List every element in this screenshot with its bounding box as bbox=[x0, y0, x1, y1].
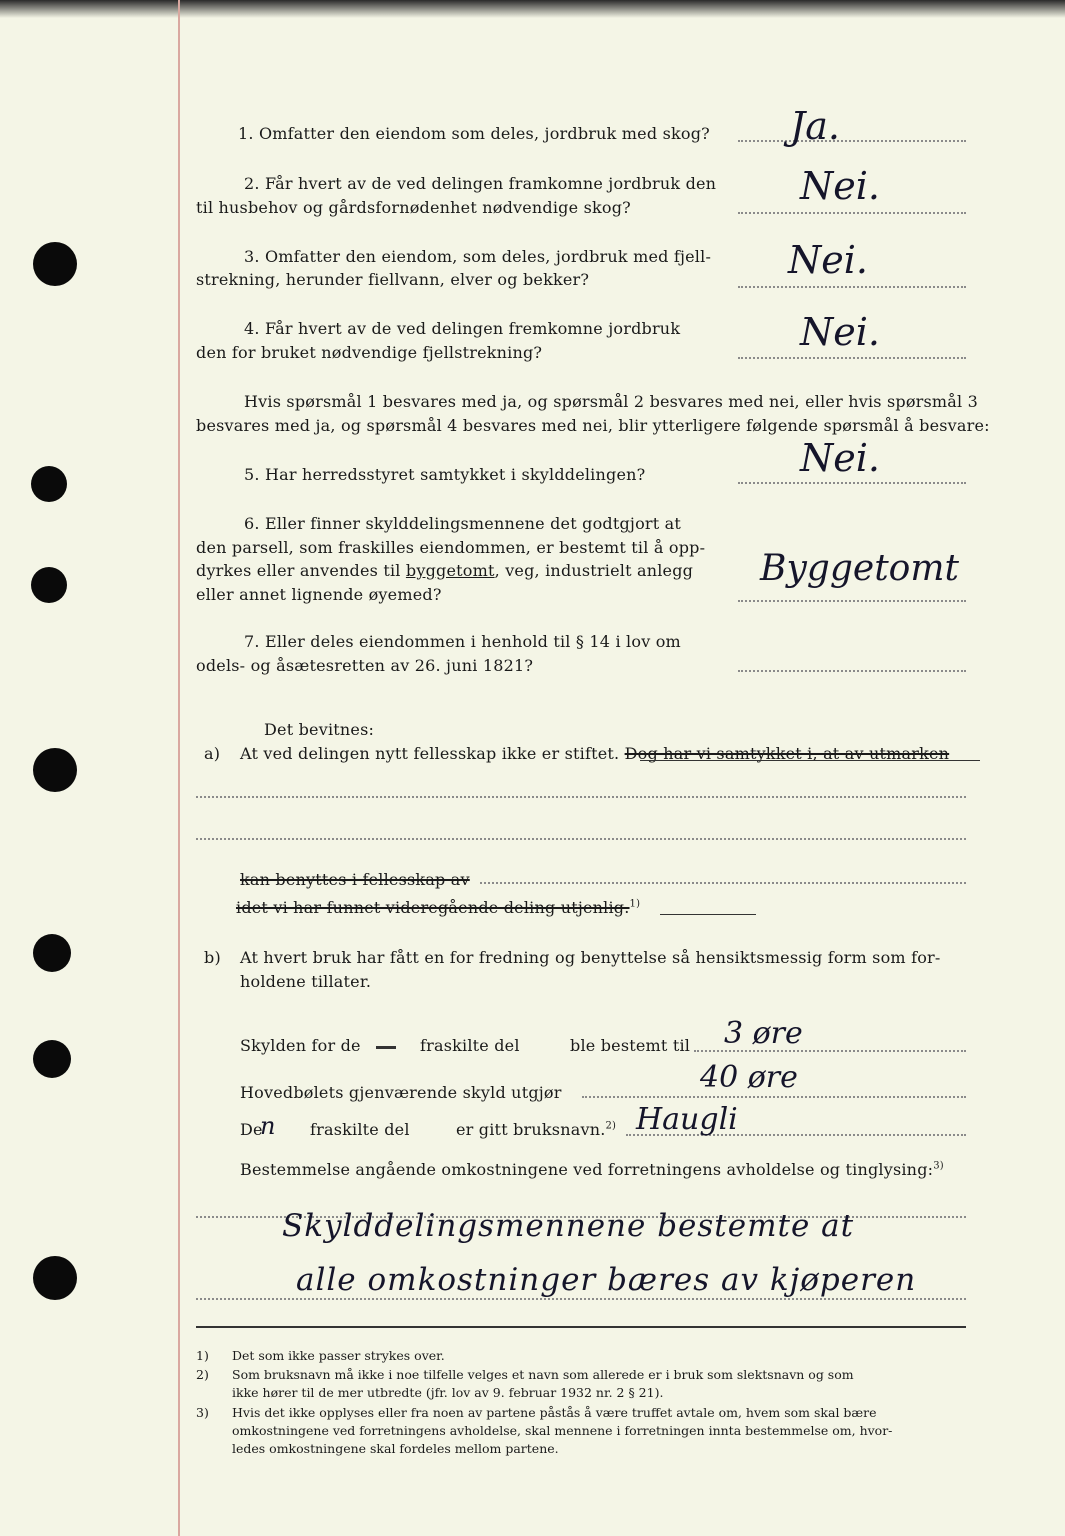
question-3-line2: strekning, herunder fiellvann, elver og bekker? bbox=[196, 270, 590, 289]
question-2-line1: 2. Får hvert av de ved delingen framkomne jordbruk den bbox=[244, 174, 717, 193]
margin-line bbox=[178, 0, 180, 1536]
struck-line-3 bbox=[236, 898, 640, 917]
answer-4: Nei. bbox=[800, 310, 880, 354]
hovedbol-answer: 40 øre bbox=[700, 1060, 798, 1095]
question-6-line3 bbox=[196, 561, 693, 580]
bruksnavn-answer: Haugli bbox=[636, 1102, 738, 1137]
punch-hole bbox=[31, 567, 67, 603]
strike-stroke bbox=[640, 760, 980, 761]
question-7-line1: 7. Eller deles eiendommen i henhold til § 14 i lov om bbox=[244, 632, 681, 651]
skyld-line2: Hovedbølets gjenværende skyld utgjør bbox=[240, 1083, 562, 1102]
skyld-line3-mark: n bbox=[260, 1112, 276, 1140]
footnote-ref-3: 3) bbox=[933, 1160, 944, 1172]
answer-5: Nei. bbox=[800, 436, 880, 480]
punch-hole bbox=[33, 934, 71, 972]
answer-line bbox=[738, 140, 966, 142]
item-a-label: a) bbox=[204, 744, 221, 763]
skyld-line3-c bbox=[456, 1120, 616, 1139]
skyld-line4 bbox=[240, 1160, 944, 1179]
skyld-line1-b: fraskilte del bbox=[420, 1036, 520, 1055]
item-b-label: b) bbox=[204, 948, 221, 967]
struck-line-2: kan benyttes i fellesskap av bbox=[240, 870, 470, 889]
punch-hole bbox=[33, 1040, 71, 1078]
skyld-line1-c: ble bestemt til bbox=[570, 1036, 691, 1055]
answer-line bbox=[738, 357, 966, 359]
question-1: 1. Omfatter den eiendom som deles, jordbruk med skog? bbox=[238, 124, 710, 143]
question-6-underlined: byggetomt bbox=[405, 561, 495, 580]
answer-line bbox=[738, 212, 966, 214]
omkostning-label: Bestemmelse angående omkostningene ved forretningens avholdelse og tinglysing: bbox=[240, 1160, 934, 1179]
footnote-3-line2: omkostningene ved forretningens avholdelse, skal mennene i forretningen innta bestemmelse om, hvor- bbox=[232, 1423, 893, 1438]
handwritten-line-1: Skylddelingsmennene bestemte at bbox=[282, 1208, 855, 1244]
blank-line bbox=[196, 1298, 966, 1300]
question-6-line3-a: dyrkes eller anvendes til bbox=[196, 561, 406, 580]
answer-6: Byggetomt bbox=[760, 548, 959, 589]
footnote-2-line1: Som bruksnavn må ikke i noe tilfelle velges et navn som allerede er i bruk som slektsnavn og som bbox=[232, 1367, 854, 1382]
skyld-line3-b: fraskilte del bbox=[310, 1120, 410, 1139]
footnote-3-line3: ledes omkostningene skal fordeles mellom partene. bbox=[232, 1441, 559, 1456]
strike-stroke bbox=[376, 1046, 396, 1049]
skyld-answer: 3 øre bbox=[724, 1016, 803, 1051]
punch-hole bbox=[33, 242, 77, 286]
condition-line2: besvares med ja, og spørsmål 4 besvares med nei, blir ytterligere følgende spørsmål å besvare: bbox=[196, 416, 990, 435]
skyld-line3-a: De bbox=[240, 1120, 263, 1139]
item-a-struck: Dog har vi samtykket i, at av utmarken bbox=[624, 744, 950, 763]
question-2-line2: til husbehov og gårdsfornødenhet nødvendige skog? bbox=[196, 198, 631, 217]
answer-1: Ja. bbox=[790, 104, 840, 148]
punch-hole bbox=[33, 748, 77, 792]
answer-line bbox=[738, 482, 966, 484]
footnote-ref-1: 1) bbox=[629, 898, 641, 910]
footnote-rule bbox=[196, 1326, 966, 1328]
question-6-line1: 6. Eller finner skylddelingsmennene det godtgjort at bbox=[244, 514, 682, 533]
answer-line bbox=[738, 600, 966, 602]
footnote-3-line1: Hvis det ikke opplyses eller fra noen av partene påstås å være truffet avtale om, hvem som skal bære bbox=[232, 1405, 877, 1420]
blank-line bbox=[196, 796, 966, 798]
footnote-1-mark: 1) bbox=[196, 1348, 209, 1363]
blank-line bbox=[196, 838, 966, 840]
question-4-line1: 4. Får hvert av de ved delingen fremkomne jordbruk bbox=[244, 319, 681, 338]
answer-3: Nei. bbox=[788, 238, 868, 282]
answer-line bbox=[738, 286, 966, 288]
answer-2: Nei. bbox=[800, 164, 880, 208]
question-3-line1: 3. Omfatter den eiendom, som deles, jordbruk med fjell- bbox=[244, 247, 712, 266]
question-4-line2: den for bruket nødvendige fjellstrekning? bbox=[196, 343, 543, 362]
question-6-line3-c: , veg, industrielt anlegg bbox=[494, 561, 694, 580]
footnote-ref-2: 2) bbox=[605, 1120, 617, 1132]
footnote-2-mark: 2) bbox=[196, 1367, 209, 1382]
blank-line bbox=[480, 882, 966, 884]
answer-line bbox=[738, 670, 966, 672]
item-b-line2: holdene tillater. bbox=[240, 972, 372, 991]
bruksnavn-label: er gitt bruksnavn. bbox=[456, 1120, 606, 1139]
item-b-line1: At hvert bruk har fått en for fredning og benyttelse så hensiktsmessig form som for- bbox=[240, 948, 941, 967]
question-7-line2: odels- og åsætesretten av 26. juni 1821? bbox=[196, 656, 534, 675]
answer-line bbox=[582, 1096, 966, 1098]
scan-top-edge bbox=[0, 0, 1065, 18]
footnote-3-mark: 3) bbox=[196, 1405, 209, 1420]
item-a-main: At ved delingen nytt fellesskap ikke er stiftet. bbox=[240, 744, 620, 763]
struck-line-3-text: idet vi har funnet videregående deling utjenlig. bbox=[236, 898, 630, 917]
punch-hole bbox=[31, 466, 67, 502]
punch-hole bbox=[33, 1256, 77, 1300]
question-6-line2: den parsell, som fraskilles eiendommen, er bestemt til å opp- bbox=[196, 538, 706, 557]
attest-heading: Det bevitnes: bbox=[264, 720, 375, 739]
strike-stroke bbox=[660, 914, 756, 915]
footnote-2-line2: ikke hører til de mer utbredte (jfr. lov av 9. februar 1932 nr. 2 § 21). bbox=[232, 1385, 664, 1400]
handwritten-line-2: alle omkostninger bæres av kjøperen bbox=[296, 1262, 917, 1298]
skyld-line1-a: Skylden for de bbox=[240, 1036, 361, 1055]
footnote-1: Det som ikke passer strykes over. bbox=[232, 1348, 445, 1363]
question-6-line4: eller annet lignende øyemed? bbox=[196, 585, 442, 604]
condition-line1: Hvis spørsmål 1 besvares med ja, og spørsmål 2 besvares med nei, eller hvis spørsmål 3 bbox=[244, 392, 979, 411]
question-5: 5. Har herredsstyret samtykket i skylddelingen? bbox=[244, 465, 646, 484]
